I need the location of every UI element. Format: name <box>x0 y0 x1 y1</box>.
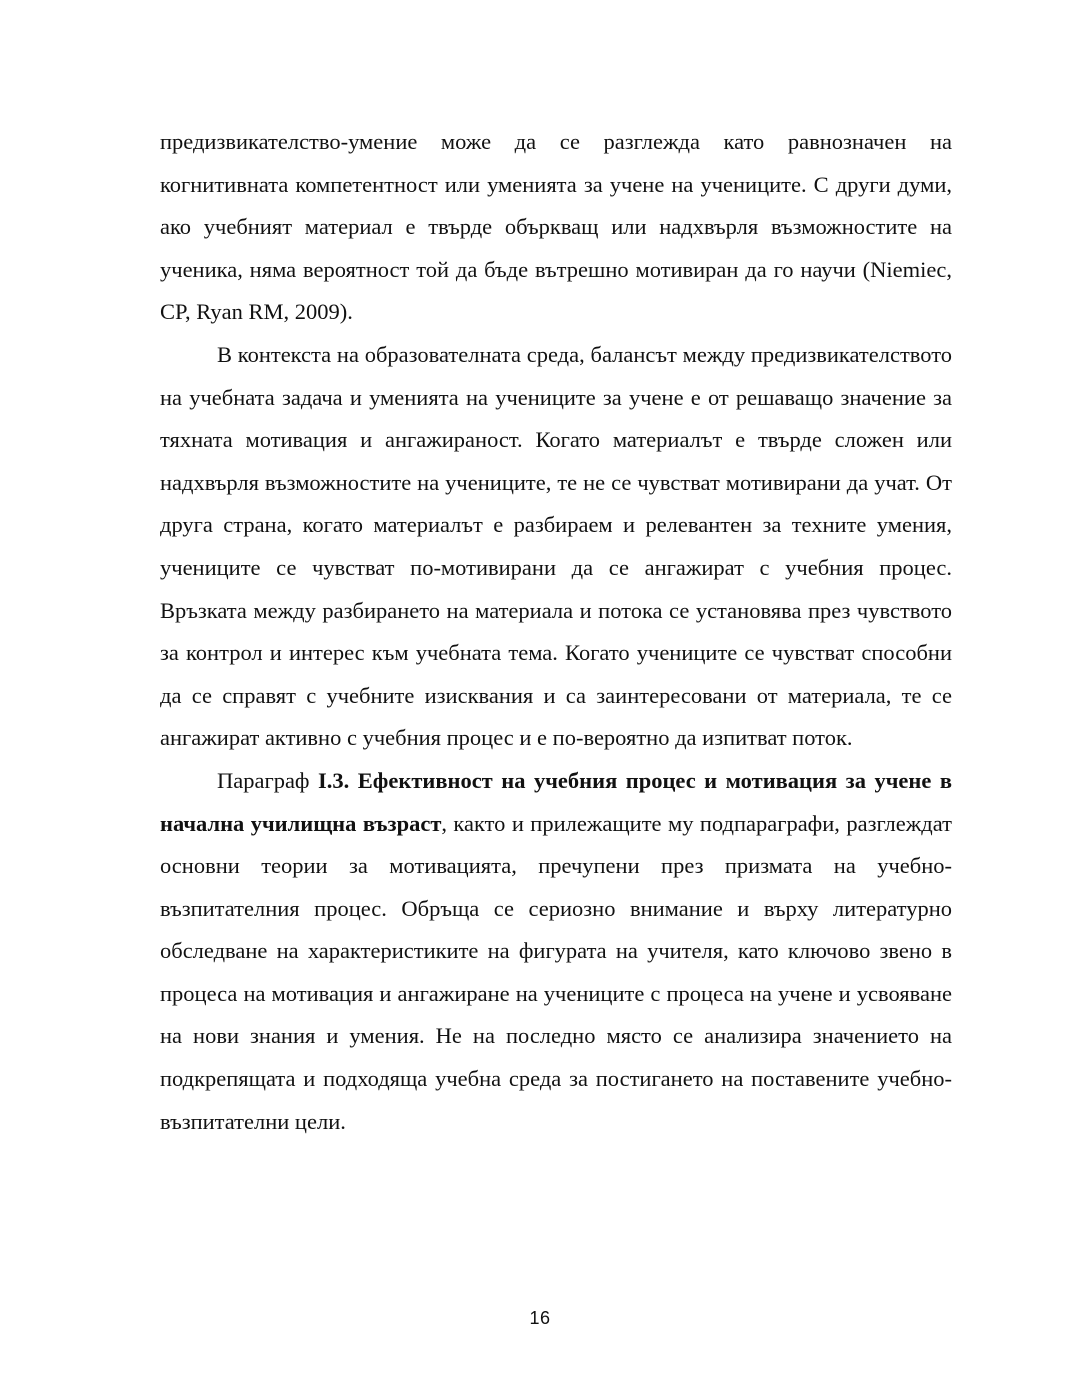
section-reference-bold: I.3. Ефективност на учебния процес и мотивация за учене в начална училищна възраст <box>160 767 952 836</box>
paragraph-continuation: предизвикателство-умение може да се разглежда като равнозначен на когнитивната компетентност или уменията за учене на учениците. С други думи, ако учебният материал е твърде объркващ или надхвърля възможностите на ученика, няма вероятност той да бъде вътрешно мотивиран да го научи (Niemiec, CP, Ryan RM, 2009). <box>160 129 952 325</box>
paragraph-learning-environment: В контекста на образователната среда, балансът между предизвикателството на учебната задача и уменията на учениците за учене е от решаващо значение за тяхната мотивация и ангажираност. Когато материалът е твърде сложен или надхвърля възможностите на учениците, те не се чувстват мотивирани да учат. От друга страна, когато материалът е разбираем и релевантен за техните умения, учениците се чувстват по-мотивирани да се ангажират с учебния процес. Връзката между разбирането на материала и потока се установява през чувството за контрол и интерес към учебната тема. Когато учениците се чувстват способни да се справят с учебните изисквания и са заинтересовани от материала, те се ангажират активно с учебния процес и е по-вероятно да изпитват поток. <box>160 341 952 751</box>
body-text <box>160 121 952 1143</box>
page-number: 16 <box>529 1308 551 1328</box>
paragraph-rest-text: , както и прилежащите му подпараграфи, разглеждат основни теории за мотивацията, пречупени през призмата на учебно-възпитателния процес. Обръща се сериозно внимание и върху литературно обследване на характеристиките на фигурата на учителя, като ключово звено в процеса на мотивация и ангажиране на учениците с процеса на учене и усвояване на нови знания и умения. Не на последно място се анализира значението на подкрепящата и подходяща учебна среда за постигането на поставените учебно-възпитателни цели. <box>160 810 952 1134</box>
paragraph-section-overview <box>160 760 952 1143</box>
paragraph-lead-text: Параграф <box>217 767 319 793</box>
